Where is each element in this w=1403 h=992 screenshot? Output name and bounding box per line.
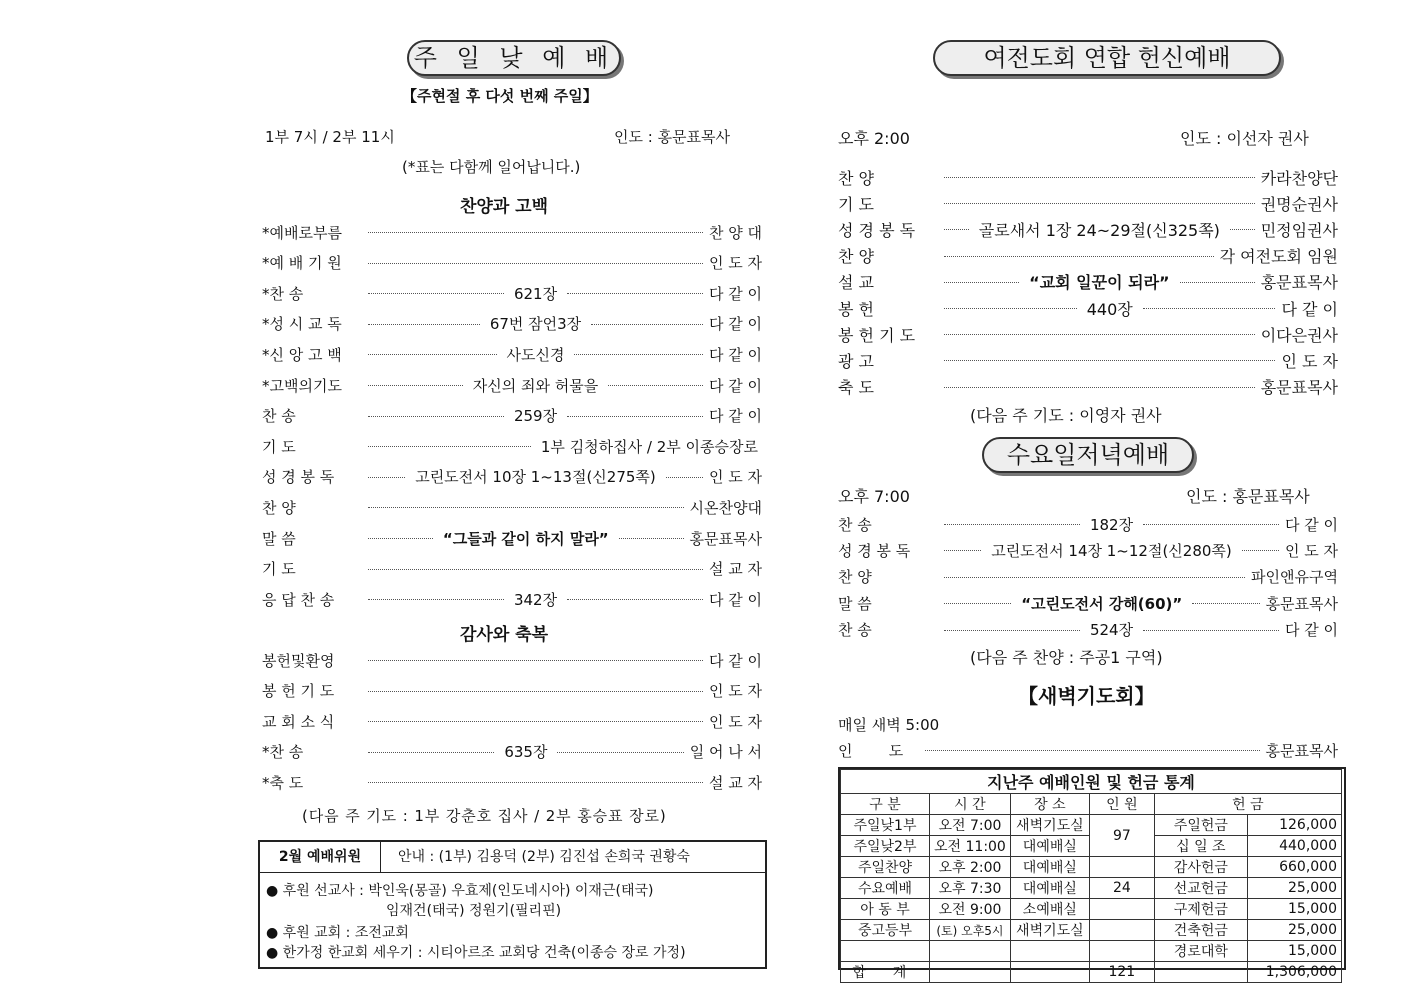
order-row [838,323,1338,345]
cell-fund: 경로대학 [1154,941,1247,962]
missionary-line-2: 임재건(태국) 정원기(필리핀) [386,903,562,919]
right-leader: 인도 : 이선자 권사 [1180,129,1309,148]
order-content: “고린도전서 강해(60)” [1021,594,1183,613]
order-content: “그들과 같이 하지 말라” [442,529,609,548]
leader-dots [368,231,703,233]
order-row [262,558,762,580]
leader-dots [591,323,703,325]
order-row [262,405,762,427]
leader-dots [368,506,684,508]
cell-count-main: 97 [1089,815,1154,857]
order-person: 다 같 이 [1281,299,1339,319]
order-row [838,539,1338,561]
order-row [838,245,1338,267]
total-empty [1010,962,1089,983]
order-content: 사도신경 [506,345,565,364]
order-content: 342장 [513,590,558,609]
order-label: 기 도 [262,437,296,456]
order-row [838,166,1338,188]
order-row [838,192,1338,214]
order-label: 봉 헌 기 도 [262,682,335,701]
left-subtitle: 【주현절 후 다섯 번째 주일】 [402,87,598,105]
cell-count [1089,857,1154,878]
dawn-end: 홍문표목사 [1265,741,1338,760]
order-content: 골로새서 1장 24~29절(신325쪽) [978,220,1220,240]
order-content: 고린도전서 10장 1~13절(신275쪽) [415,468,656,487]
leader-dots [368,598,504,600]
wed-title: 수요일저녁예배 [982,437,1194,473]
leader-dots [944,202,1255,204]
order-row [262,466,762,488]
order-label: 축 도 [838,378,874,398]
order-content: 자신의 죄와 허물을 [472,376,599,395]
leader-dots [567,415,703,417]
order-label: *축 도 [262,773,304,792]
leader-dots [944,176,1255,178]
cell-place: 대예배실 [1010,857,1089,878]
cell-time: (토) 오후5시 [930,920,1011,941]
order-label: *찬 송 [262,284,304,303]
order-label: 말 씀 [838,594,872,613]
left-section1: 찬양과 고백 [460,197,549,217]
order-person: 인 도 자 [708,468,762,487]
order-row [838,297,1338,319]
dawn-title: 【새벽기도회】 [1018,684,1155,708]
order-row [838,376,1338,398]
order-row [262,527,762,549]
order-row [838,271,1338,293]
order-row [262,282,762,304]
order-label: 찬 양 [838,247,874,267]
order-row [262,680,762,702]
leader-dots [944,576,1245,578]
order-label: 기 도 [262,560,296,579]
cell-time: 오후 2:00 [930,857,1011,878]
leader-dots [1143,629,1279,631]
cell-category [841,941,930,962]
leader-dots [368,292,504,294]
order-label: *예배로부름 [262,223,342,242]
total-label: 합 계 [841,962,930,983]
cell-category: 주일낮1부 [841,815,930,836]
order-content: 440장 [1086,299,1133,319]
order-person: 다 같 이 [709,407,763,426]
order-label: 광 고 [838,351,874,371]
dawn-label: 인 도 [838,741,919,760]
leader-dots [944,602,1011,604]
leader-dots [619,537,684,539]
total-amount: 1,306,000 [1247,962,1341,983]
order-label: 봉헌및환영 [262,651,335,670]
order-row [838,566,1338,588]
order-person: 다 같 이 [708,315,762,334]
right-time: 오후 2:00 [838,129,910,148]
cell-time: 오전 7:00 [930,815,1011,836]
order-person: 카라찬양단 [1260,168,1338,188]
order-label: 찬 송 [262,407,296,426]
order-row [262,374,762,396]
order-person: 인 도 자 [708,254,762,273]
leader-dots [557,751,683,753]
cell-place: 새벽기도실 [1010,920,1089,941]
order-person: 각 여전도회 임원 [1219,247,1338,267]
cell-amount: 25,000 [1247,878,1341,899]
cell-count [1089,920,1154,941]
leader-dots [368,353,497,355]
right-title: 여전도회 연합 헌신예배 [933,40,1281,76]
wed-time: 오후 7:00 [838,487,910,506]
order-row [262,710,762,732]
order-person: 인 도 자 [1281,351,1338,371]
cell-fund: 구제헌금 [1154,899,1247,920]
leader-dots [944,255,1214,257]
order-row [262,313,762,335]
order-label: 찬 송 [838,621,872,640]
cell-count-wed: 24 [1089,878,1154,899]
cell-category: 주일낮2부 [841,836,930,857]
order-person: 인 도 자 [1284,541,1338,560]
cell-amount: 660,000 [1247,857,1341,878]
order-label: *고백의기도 [262,376,342,395]
missionary-line: ● 후원 선교사 : 박인욱(몽골) 우효제(인도네시아) 이재근(태국) [266,883,654,899]
order-person: 다 같 이 [709,284,763,303]
order-person: 시온찬양대 [689,498,762,517]
cell-fund: 주일헌금 [1154,815,1247,836]
committee-label: 2월 예배위원 [260,842,381,872]
order-person: 설 교 자 [708,773,762,792]
cell-fund: 십 일 조 [1154,836,1247,857]
order-row [838,513,1338,535]
order-row [838,619,1338,641]
order-label: *찬 송 [262,743,304,762]
order-label: 찬 양 [838,168,874,188]
leader-dots [368,384,463,386]
order-content: 635장 [504,743,548,762]
left-leader: 인도 : 홍문표목사 [614,128,731,146]
leader-dots [944,629,1080,631]
order-person: 인 도 자 [708,682,762,701]
order-label: *신 앙 고 백 [262,345,342,364]
cell-fund: 선교헌금 [1154,878,1247,899]
order-person: 다 같 이 [1285,621,1339,640]
cell-place: 새벽기도실 [1010,815,1089,836]
order-row [838,592,1338,614]
leader-dots [1180,281,1255,283]
cell-count [1089,899,1154,920]
order-row [262,741,762,763]
order-content: 고린도전서 14장 1~12절(신280쪽) [991,541,1232,560]
order-person: 홍문표목사 [1260,378,1338,398]
order-person: 이다은권사 [1260,325,1338,345]
order-row [262,435,762,457]
order-row [262,252,762,274]
leader-dots [567,292,703,294]
order-person: 설 교 자 [708,560,762,579]
order-label: 찬 양 [838,568,872,587]
header-place: 장 소 [1010,794,1089,815]
order-label: *성 시 교 독 [262,315,342,334]
leader-dots [368,415,504,417]
order-label: 봉 헌 기 도 [838,325,916,345]
leader-dots [368,568,703,570]
order-label: 성 경 봉 독 [838,541,911,560]
support-church-line: ● 후원 교회 : 조전교회 [266,925,409,941]
cell-place: 대예배실 [1010,878,1089,899]
cell-amount: 15,000 [1247,899,1341,920]
order-person: 홍문표목사 [689,529,762,548]
order-row [262,588,762,610]
order-row [262,771,762,793]
order-label: 설 교 [838,273,874,293]
leader-dots [567,598,703,600]
left-next-prayer: (다음 주 기도 : 1부 강춘호 집사 / 2부 홍승표 장로) [302,807,667,825]
leader-dots [368,751,494,753]
cell-fund: 건축헌금 [1154,920,1247,941]
cell-time [930,941,1011,962]
left-note: (*표는 다함께 일어납니다.) [402,158,581,176]
leader-dots [944,523,1080,525]
order-row [262,649,762,671]
left-times: 1부 7시 / 2부 11시 [265,128,395,146]
order-content: 621장 [513,284,558,303]
committee-box [258,840,767,969]
order-content: “교회 일꾼이 되라” [1029,273,1170,293]
wed-next-praise: (다음 주 찬양 : 주공1 구역) [970,648,1163,667]
order-label: 교 회 소 식 [262,712,335,731]
leader-dots [944,228,969,230]
leader-dots [666,476,703,478]
cell-category: 중고등부 [841,920,930,941]
order-row [262,343,762,365]
order-person: 민정임권사 [1260,220,1338,240]
cell-amount: 440,000 [1247,836,1341,857]
cell-place: 대예배실 [1010,836,1089,857]
order-row [262,496,762,518]
order-label: 말 씀 [262,529,296,548]
order-content: 67번 잠언3장 [489,315,582,334]
leader-dots [368,445,531,447]
order-label: 성 경 봉 독 [838,220,916,240]
order-person: 인 도 자 [708,712,762,731]
leader-dots [574,353,703,355]
order-label: 응 답 찬 송 [262,590,335,609]
cell-category: 아 동 부 [841,899,930,920]
leader-dots [368,323,480,325]
cell-fund: 감사헌금 [1154,857,1247,878]
committee-usher: 안내 : (1부) 김용덕 (2부) 김진섭 손희국 권황숙 [398,849,690,865]
leader-dots [944,333,1255,335]
cell-place: 소예배실 [1010,899,1089,920]
leader-dots [944,359,1275,361]
order-person: 찬 양 대 [708,223,762,242]
header-count: 인 원 [1089,794,1154,815]
order-row [838,349,1338,371]
order-person: 다 같 이 [709,590,763,609]
leader-dots [368,537,433,539]
order-label: 기 도 [838,194,874,214]
order-content: 1부 김청하집사 / 2부 이종승장로 [540,437,758,456]
order-person: 홍문표목사 [1260,273,1338,293]
order-label: 찬 송 [838,515,872,534]
leader-dots [368,781,703,783]
order-label: 성 경 봉 독 [262,468,335,487]
order-label: 찬 양 [262,498,296,517]
leader-dots [608,384,703,386]
order-content: 259장 [513,407,558,426]
order-person: 다 같 이 [708,651,762,670]
cell-amount: 15,000 [1247,941,1341,962]
cell-category: 수요예배 [841,878,930,899]
order-label: 봉 헌 [838,299,874,319]
order-content: 524장 [1089,621,1134,640]
header-category: 구 분 [841,794,930,815]
cell-amount: 25,000 [1247,920,1341,941]
stats-title: 지난주 예배인원 및 헌금 통계 [841,770,1342,794]
cell-count [1089,941,1154,962]
wed-leader: 인도 : 홍문표목사 [1186,487,1310,506]
dawn-leader-row [838,739,1338,761]
leader-dots [368,690,703,692]
order-person: 파인앤유구역 [1251,568,1338,587]
total-empty [1154,962,1247,983]
leader-dots [368,720,703,722]
leader-dots [944,549,981,551]
cell-time: 오전 11:00 [930,836,1011,857]
left-section2: 감사와 축복 [460,625,549,645]
leader-dots [368,476,405,478]
order-row [262,221,762,243]
order-person: 홍문표목사 [1265,594,1339,613]
leader-dots [368,262,703,264]
leader-dots [1192,602,1259,604]
right-next-prayer: (다음 주 기도 : 이영자 권사 [970,406,1162,425]
header-offering: 헌 금 [1154,794,1341,815]
cell-place [1010,941,1089,962]
leader-dots [1143,307,1276,309]
stats-table [840,769,1342,983]
header-time: 시 간 [930,794,1011,815]
church-plant-line: ● 한가정 한교회 세우기 : 시티아르조 교회당 건축(이종승 장로 가정) [266,945,686,961]
order-person: 다 같 이 [709,345,763,364]
cell-time: 오전 9:00 [930,899,1011,920]
dawn-time: 매일 새벽 5:00 [838,716,940,734]
leader-dots [1230,228,1255,230]
leader-dots [1143,523,1279,525]
leader-dots [944,386,1255,388]
order-person: 다 같 이 [709,376,763,395]
left-title: 주 일 낮 예 배 [407,40,621,76]
order-person: 다 같 이 [1285,515,1339,534]
total-empty [930,962,1011,983]
order-person: 권명순권사 [1260,194,1338,214]
cell-category: 주일찬양 [841,857,930,878]
leader-dots [368,659,703,661]
leader-dots [1242,549,1279,551]
leader-dots [944,307,1077,309]
total-count: 121 [1089,962,1154,983]
order-label: *예 배 기 원 [262,254,342,273]
leader-dots [944,281,1019,283]
leader-dots [925,749,1260,751]
order-content: 182장 [1089,515,1134,534]
order-row [838,218,1338,240]
cell-amount: 126,000 [1247,815,1341,836]
cell-time: 오후 7:30 [930,878,1011,899]
order-person: 일 어 나 서 [689,743,763,762]
